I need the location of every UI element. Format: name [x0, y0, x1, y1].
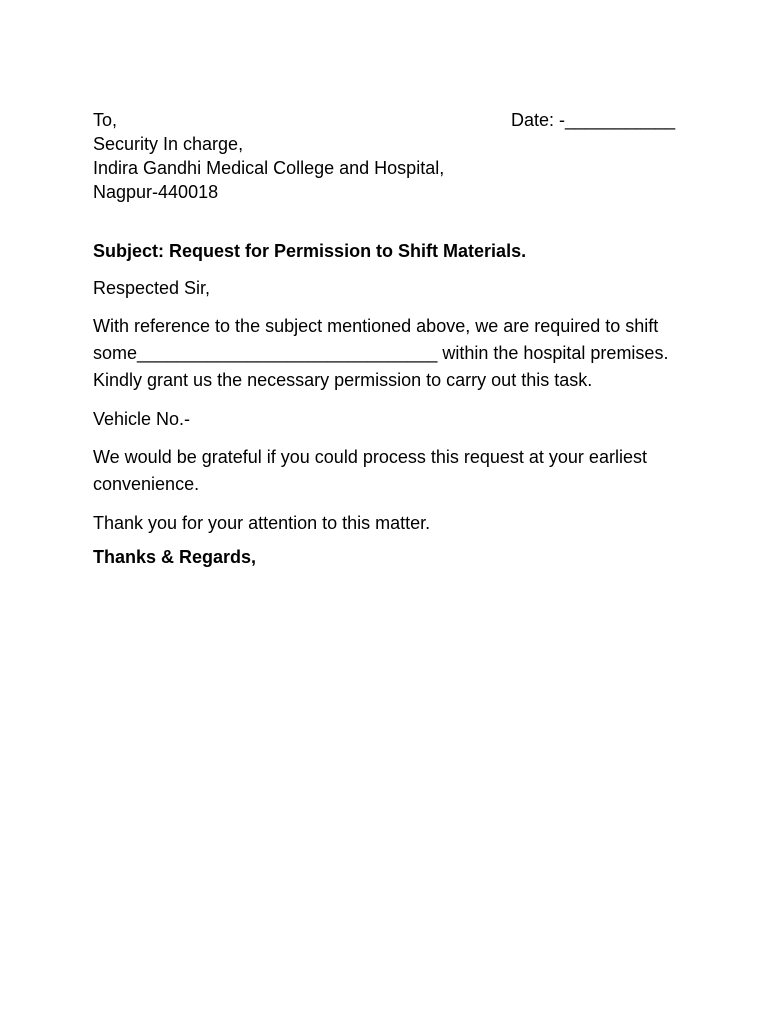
- date-field: Date: -___________: [511, 110, 676, 130]
- subject-line: Subject: Request for Permission to Shift Materials.: [93, 241, 527, 261]
- letter-header: [93, 108, 676, 132]
- closing-line: Thanks & Regards,: [93, 547, 257, 567]
- vehicle-number-line: Vehicle No.-: [93, 409, 191, 429]
- request-paragraph: We would be grateful if you could process this request at your earliest convenience.: [93, 447, 647, 494]
- body-paragraph: With reference to the subject mentioned above, we are required to shift some______________________________ within the hospital premises. Kindly grant us the necessary permission to carry out this task.: [93, 316, 669, 390]
- recipient-organization: Indira Gandhi Medical College and Hospital,: [93, 158, 445, 178]
- letter-body: [93, 108, 676, 569]
- thanks-line: Thank you for your attention to this matter.: [93, 513, 431, 533]
- recipient-title: Security In charge,: [93, 134, 244, 154]
- to-label: To,: [93, 110, 118, 130]
- salutation: Respected Sir,: [93, 278, 211, 298]
- recipient-city: Nagpur-440018: [93, 182, 219, 202]
